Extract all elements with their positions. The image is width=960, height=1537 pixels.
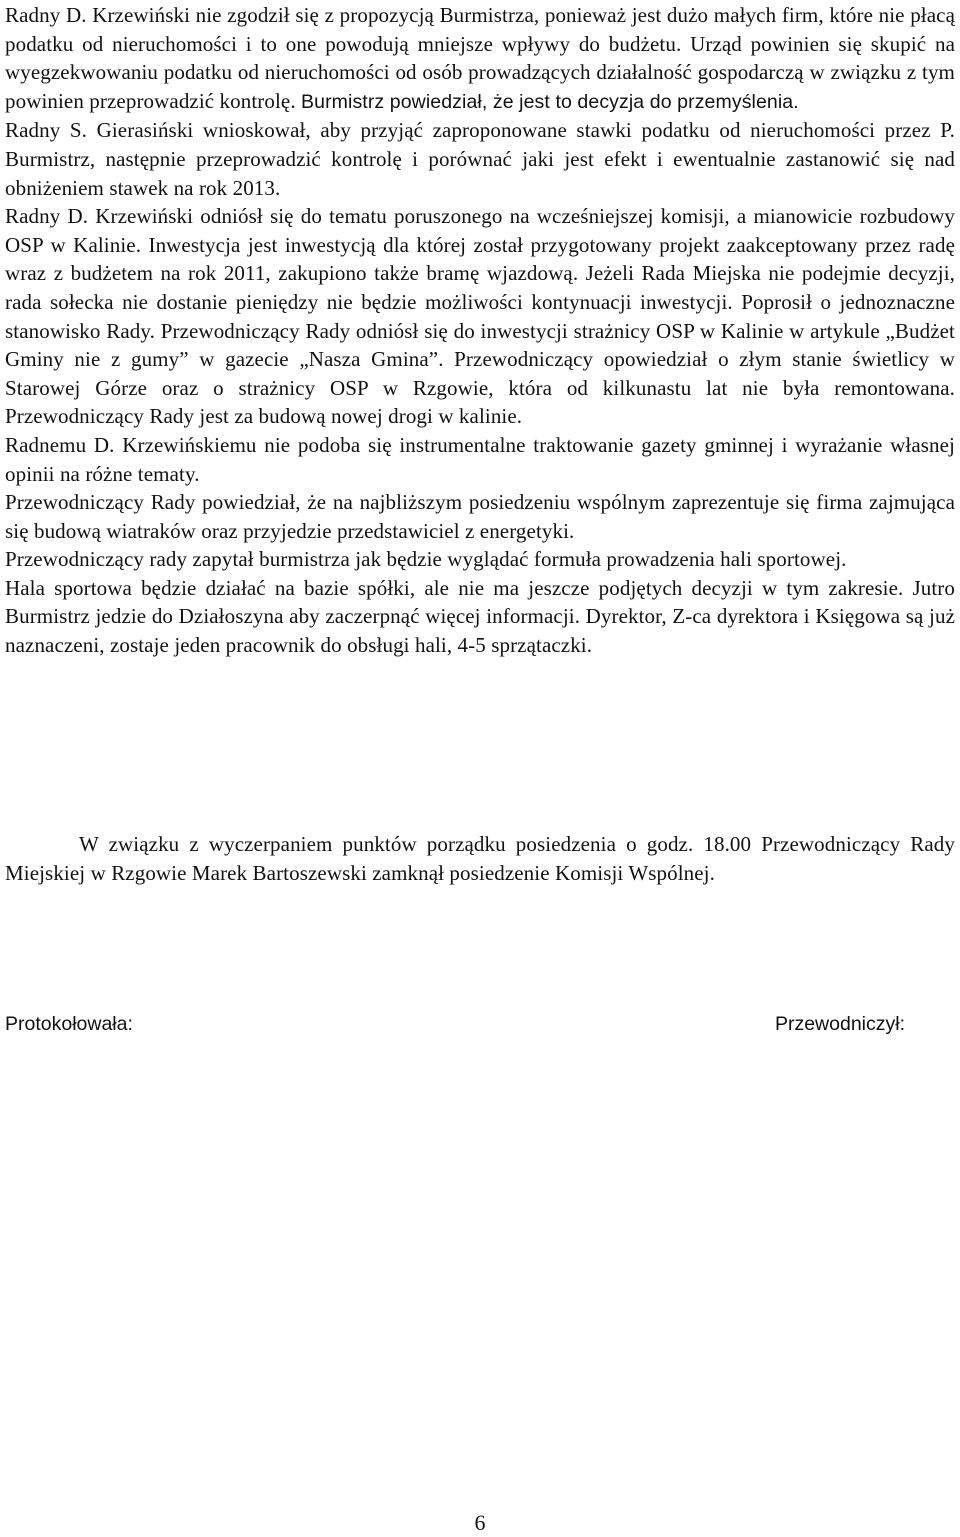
paragraph-krzewinski-osp: Radny D. Krzewiński odniósł się do tematu poruszonego na wcześniejszej komisji, a mianowicie rozbudowy OSP w Kalinie. Inwestycja jest inwestycją dla której został przygotowany projekt zaakceptowany przez radę wraz z budżetem na rok 2011, zakupiono także bramę wjazdową. Jeżeli Rada Miejska nie podejmie decyzji, rada sołecka nie dostanie pieniędzy nie będzie możliwości kontynuacji inwestycji. Poprosił o jednoznaczne stanowisko Rady. Przewodniczący Rady odniósł się do inwestycji strażnicy OSP w Kalinie w artykule „Budżet Gminy nie z gumy” w gazecie „Nasza Gmina”. Przewodniczący opowiedział o złym stanie świetlicy w Starowej Górze oraz o strażnicy OSP w Rzgowie, która od kilkunastu lat nie była remontowana. Przewodniczący Rady jest za budową nowej drogi w kalinie. — [5, 204, 955, 429]
paragraph-hala-odpowiedz: Hala sportowa będzie działać na bazie spółki, ale nie ma jeszcze podjętych decyzji w tym zakresie. Jutro Burmistrz jedzie do Działoszyna aby zaczerpnąć więcej informacji. Dyrektor, Z-ca dyrektora i Księgowa są już naznaczeni, zostaje jeden pracownik do obsługi hali, 4-5 sprzątaczki. — [5, 575, 955, 658]
paragraph-krzewinski-1 — [5, 1, 955, 116]
paragraph-hala-pytanie: Przewodniczący rady zapytał burmistrza jak będzie wyglądać formuła prowadzenia hali sportowej. — [5, 547, 847, 572]
paragraph-gierasinski: Radny S. Gierasiński wnioskował, aby przyjąć zaproponowane stawki podatku od nieruchomości przez P. Burmistrz, następnie przeprowadzić kontrolę i porównać jaki jest efekt i ewentualnie zastanowić się nad obniżeniem stawek na rok 2013. — [5, 118, 955, 200]
signature-recorder-label: Protokołowała: — [5, 1013, 133, 1035]
paragraph-krzewinski-gazeta: Radnemu D. Krzewińskiemu nie podoba się instrumentalne traktowanie gazety gminnej i wyrażanie własnej opinii na różne tematy. — [5, 432, 955, 486]
page-number: 6 — [474, 1510, 486, 1535]
paragraph-wiatraki: Przewodniczący Rady powiedział, że na najbliższym posiedzeniu wspólnym zaprezentuje się firma zajmująca się budową wiatraków oraz przyjedzie przedstawiciel z energetyki. — [5, 490, 955, 543]
paragraph-text-burmistrz: Burmistrz powiedział, że jest to decyzja do przemyślenia. — [301, 90, 799, 113]
signature-chair-label: Przewodniczył: — [774, 1013, 905, 1035]
closing-section — [5, 830, 955, 887]
closing-paragraph: W związku z wyczerpaniem punktów porządku posiedzenia o godz. 18.00 Przewodniczący Rady Miejskiej w Rzgowie Marek Bartoszewski zamknął posiedzenie Komisji Wspólnej. — [5, 832, 955, 885]
document-page — [5, 0, 955, 1537]
protocol-body — [5, 1, 955, 660]
signature-row — [5, 1013, 955, 1043]
paragraph-text: Radny D. Krzewiński nie zgodził się z propozycją Burmistrza, ponieważ jest dużo małych firm, które nie płacą podatku od nieruchomości i to one powodują mniejsze wpływy do budżetu. Urząd powinien się skupić na wyegzekwowaniu podatku od nieruchomości od osób prowadzących działalność gospodarczą w związku z tym powinien przeprowadzić kontrolę. — [5, 3, 955, 113]
